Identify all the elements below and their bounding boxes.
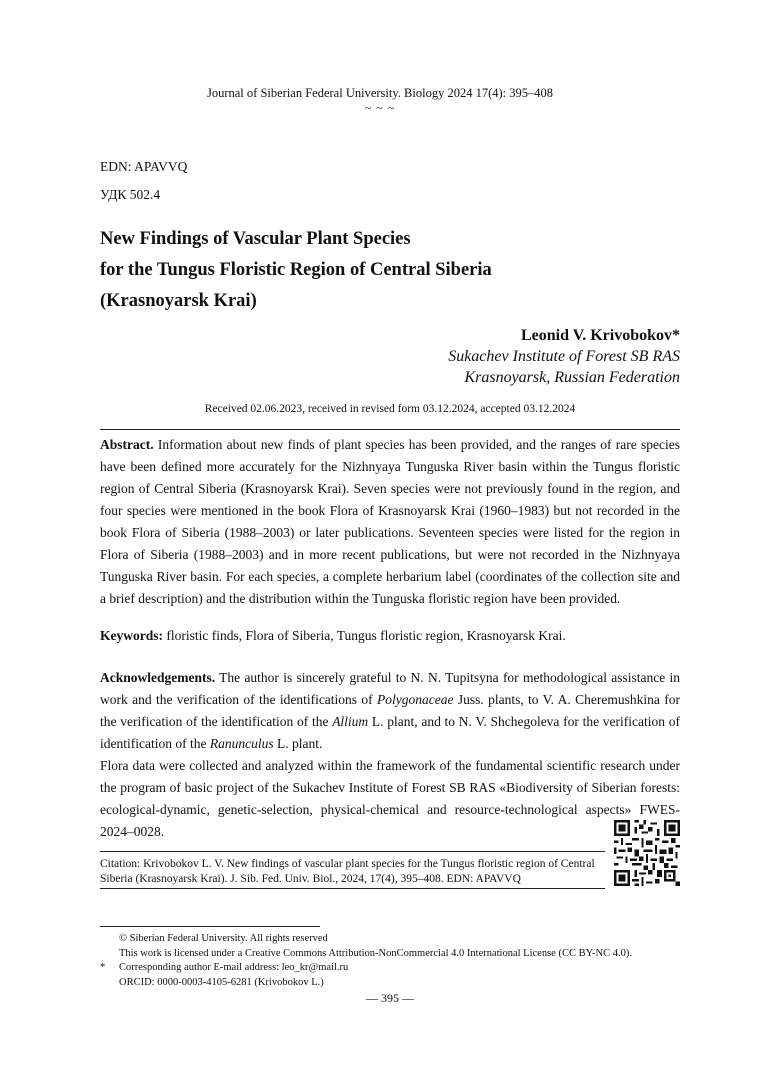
keywords-text: floristic finds, Flora of Siberia, Tungus floristic region, Krasnoyarsk Krai. — [163, 628, 566, 643]
abstract-text: Information about new finds of plant species has been provided, and the ranges of rare species have been defined more accurately for the Nizhnyaya Tunguska River basin within the Tungus floristic region of Central Siberia (Krasnoyarsk Krai). Seven species were not previously found in the region, and four species were mentioned in the book Flora of Krasnoyarsk Krai (1960–1983) but not recorded in the book Flora of Siberia (1988–2003) or later publications. Seventeen species were listed for the region in Flora of Siberia (1988–2003) and in more recent publications, but were not recorded in the Nizhnyaya Tunguska River basin. For each species, a complete herbarium label (coordinates of the collection site and a brief description) and the distribution within the Tunguska floristic region have been provided. — [100, 437, 680, 606]
footnote-star: * — [100, 962, 106, 973]
edn-code: EDN: APAVVQ — [100, 159, 188, 174]
author-block — [448, 325, 680, 388]
genus-name: Allium — [332, 714, 369, 729]
divider-top — [100, 429, 680, 430]
header-ornament: ~ ~ ~ — [364, 101, 396, 115]
citation-divider-top — [100, 851, 605, 852]
acknowledgements — [100, 667, 680, 843]
title-line-2: for the Tungus Floristic Region of Central Siberia — [100, 260, 492, 280]
author-institute: Sukachev Institute of Forest SB RAS — [448, 348, 680, 365]
ack-paragraph-1 — [100, 667, 680, 755]
footnote-copyright: © Siberian Federal University. All rights reserved — [119, 933, 328, 944]
genus-name: Polygonaceae — [377, 692, 454, 707]
title-line-3: (Krasnoyarsk Krai) — [100, 291, 257, 311]
qr-code-icon[interactable] — [614, 820, 680, 886]
footnote-orcid: ORCID: 0000-0003-4105-6281 (Krivobokov L.) — [119, 976, 324, 988]
genus-name: Ranunculus — [209, 736, 274, 751]
ack-text: L. plant, and to N. V. Shchegoleva for the verification of identification of the — [100, 714, 680, 751]
journal-header: Journal of Siberian Federal University. Biology 2024 17(4): 395–408 — [206, 86, 553, 100]
ack-label: Acknowledgements. — [100, 670, 216, 685]
footnote-corresponding — [100, 961, 700, 976]
udk-code: УДК 502.4 — [100, 187, 161, 202]
keywords-label: Keywords: — [100, 628, 163, 643]
corresponding-email: Corresponding author E-mail address: leo_kr@mail.ru — [119, 962, 349, 973]
author-name: Leonid V. Krivobokov* — [520, 327, 680, 344]
abstract — [100, 434, 680, 610]
ack-text: The author is sincerely grateful to N. N. Tupitsyna for methodological assistance in work and the verification of the identifications of — [100, 670, 680, 707]
ack-text: Juss. plants, to V. A. Cheremushkina for the verification of the identification of the — [100, 692, 680, 729]
title-line-1: New Findings of Vascular Plant Species — [100, 229, 411, 249]
author-location: Krasnoyarsk, Russian Federation — [464, 369, 680, 386]
citation: Citation: Krivobokov L. V. New findings of vascular plant species for the Tungus floristic region of Central Siberia (Krasnoyarsk Krai). J. Sib. Fed. Univ. Biol., 2024, 17(4), 395–408. EDN: APAVVQ — [100, 858, 595, 885]
footnote-license: This work is licensed under a Creative Commons Attribution-NonCommercial 4.0 International License (CC BY-NC 4.0). — [119, 947, 632, 959]
citation-divider-bottom — [100, 888, 605, 889]
footnotes — [100, 932, 700, 990]
page-number: — 395 — — [366, 991, 414, 1005]
footnote-divider — [100, 926, 320, 927]
ack-text: L. plant. — [273, 736, 323, 751]
abstract-label: Abstract. — [100, 437, 154, 452]
keywords — [100, 625, 680, 647]
received-dates: Received 02.06.2023, received in revised form 03.12.2024, accepted 03.12.2024 — [204, 403, 576, 415]
article-title — [100, 224, 660, 317]
ack-paragraph-2: Flora data were collected and analyzed within the framework of the fundamental scientific research under the program of basic project of the Sukachev Institute of Forest SB RAS «Biodiversity of Siberian forests: ecological-dynamic, genetic-selection, physical-chemical and resource-technological aspects» FWES-2024–0028. — [100, 758, 680, 839]
